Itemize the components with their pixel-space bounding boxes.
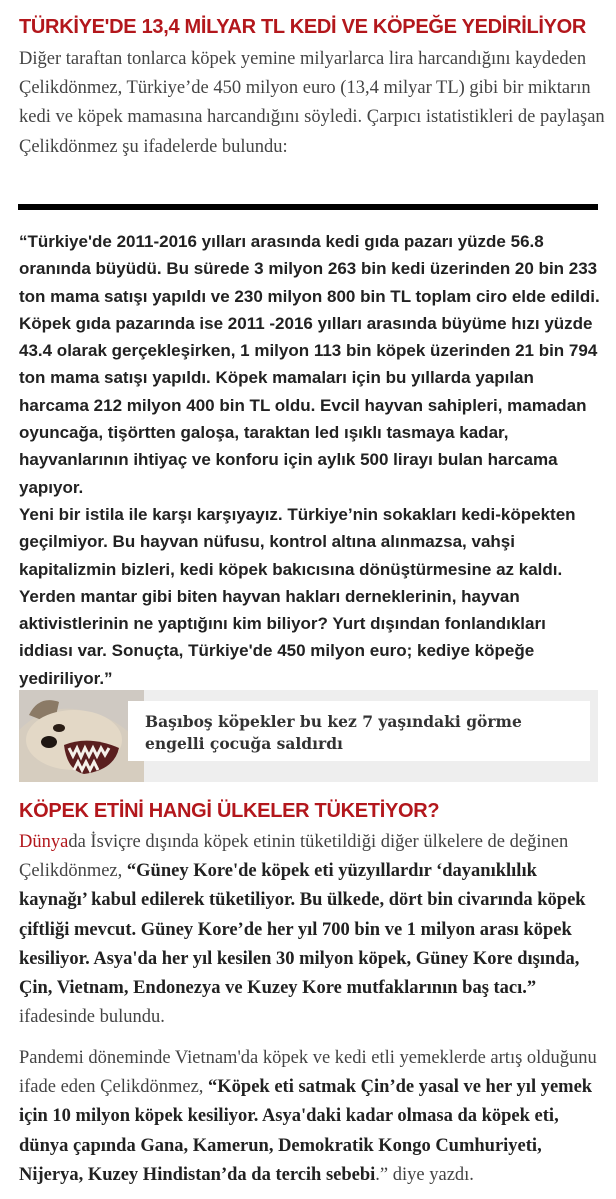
quote-paragraph-2: Yeni bir istila ile karşı karşıyayız. Türkiye’nin sokakları kedi-köpekten geçilmiyor. Bu hayvan nüfusu, kontrol altına alınmazsa, vahşi kapitalizmin bizleri, kedi köpek bakıcısına dönüştürmesine az kaldı. Yerden mantar gibi biten hayvan hakları derneklerinin, hayvan aktivistlerinin ne yaptığını kim biliyor? Yurt dışından fonlandıkları iddiası var. Sonuçta, Türkiye'de 450 milyon euro; kediye köpeğe yediriliyor.” bbox=[19, 504, 576, 688]
intro-paragraph: Diğer taraftan tonlarca köpek yemine milyarlarca lira harcandığını kaydeden Çelikdönmez, Türkiye’de 450 milyon euro (13,4 milyar TL) gibi bir miktarın kedi ve köpek mamasına harcandığını söyledi. Çarpıcı istatistikleri de paylaşan Çelikdönmez şu ifadelerde bulundu: bbox=[19, 49, 605, 157]
p2-lead-text: Pandemi döneminde Vietnam'da köpek ve kedi etli yemeklerde artış olduğunu ifade eden Çelikdönmez, bbox=[19, 1048, 597, 1098]
p1-quote-text: “Güney Kore'de köpek eti yüzyıllardır ‘dayanıklılık kaynağı’ kabul edilerek tüketiliyor. Bu ülkede, dört bin civarında köpek çiftliği mevcut. Güney Kore’de her yıl 700 bin ve 1 milyon arası köpek kesiliyor. Asya'da her yıl kesilen 30 milyon köpek, Güney Kore dışında, Çin, Vietnam, Endonezya ve Kuzey Kore mutfaklarının baş tacı.” bbox=[19, 861, 586, 999]
p2-quote-text: “Köpek eti satmak Çin’de yasal ve her yıl yemek için 10 milyon köpek kesiliyor. Asya'daki kadar olmasa da köpek eti, dünya çapında Gana, Kamerun, Demokratik Kongo Cumhuriyeti, Nijerya, Kuzey Hindistan’da da tercih sebebi bbox=[19, 1077, 593, 1185]
p2-tail-text: .” diye yazdı. bbox=[375, 1164, 474, 1185]
dog-photo-illustration bbox=[19, 690, 144, 782]
section-heading-dog-meat: KÖPEK ETİNİ HANGİ ÜLKELER TÜKETİYOR? bbox=[19, 800, 440, 822]
divider-rule bbox=[18, 204, 598, 210]
dog-meat-paragraph-2 bbox=[19, 1044, 606, 1190]
section-heading-turkey-spending: TÜRKİYE'DE 13,4 MİLYAR TL KEDİ VE KÖPEĞE YEDİRİLİYOR bbox=[19, 16, 587, 38]
related-article-title-box[interactable] bbox=[128, 701, 590, 761]
p1-tail-text: ifadesinde bulundu. bbox=[19, 1007, 165, 1028]
statistics-quote bbox=[19, 228, 602, 692]
related-article-card[interactable] bbox=[19, 690, 598, 782]
world-link[interactable]: Dünya bbox=[19, 832, 69, 852]
dog-photo-icon[interactable] bbox=[19, 690, 144, 782]
quote-paragraph-1: “Türkiye'de 2011-2016 yılları arasında kedi gıda pazarı yüzde 56.8 oranında büyüdü. Bu sürede 3 milyon 263 bin kedi üzerinden 20 bin 233 ton mama satışı yapıldı ve 230 milyon 800 bin TL toplam ciro elde edildi. Köpek gıda pazarında ise 2011 -2016 yılları arasında büyüme hızı yüzde 43.4 olarak gerçekleşirken, 1 milyon 113 bin köpek üzerinden 21 bin 794 ton mama satışı yapıldı. Köpek mamaları için bu yıllarda yapılan harcama 212 milyon 400 bin TL oldu. Evcil hayvan sahipleri, mamadan oyuncağa, tişörtten galoşa, taraktan led ışıklı tasmaya kadar, hayvanlarının ihtiyaç ve konforu için aylık 500 lirayı bulan harcama yapıyor. bbox=[19, 232, 600, 497]
related-article-title[interactable]: Başıboş köpekler bu kez 7 yaşındaki görme engelli çocuğa saldırdı bbox=[145, 712, 522, 753]
p1-lead-text: da İsviçre dışında köpek etinin tüketildiği diğer ülkelere de değinen Çelikdönmez, bbox=[19, 832, 569, 882]
dog-meat-paragraph-1 bbox=[19, 828, 606, 1032]
